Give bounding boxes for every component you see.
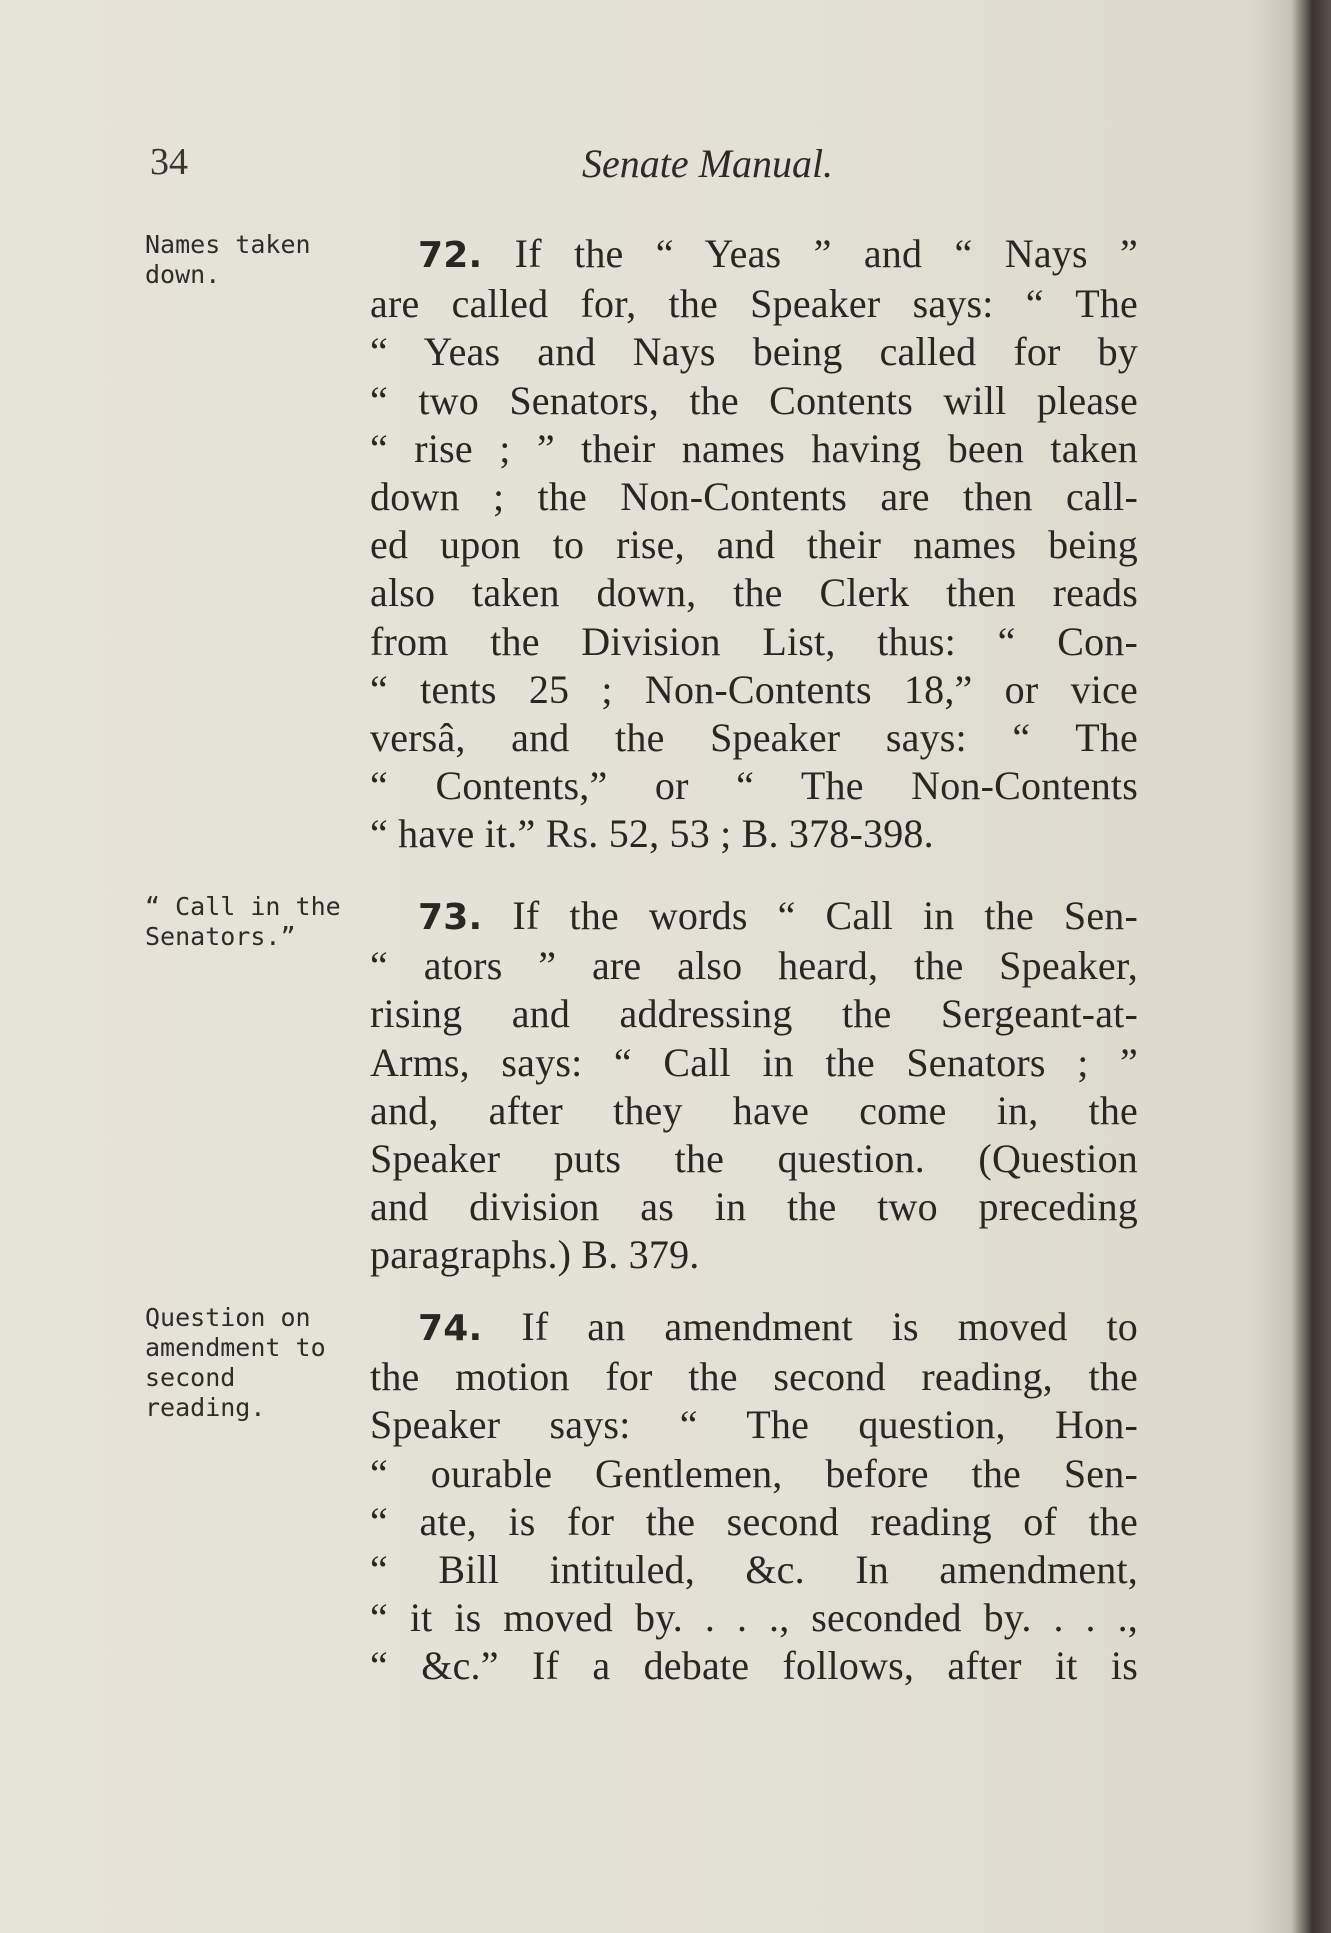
text-line: ed upon to rise, and their names being [370, 522, 1138, 568]
text-line: from the Division List, thus: “ Con- [370, 618, 1138, 664]
text-line: Speaker says: “ The question, Hon- [370, 1402, 1138, 1448]
text-line: down ; the Non-Contents are then call- [370, 474, 1138, 520]
paragraph [370, 230, 1138, 859]
text-line: Arms, says: “ Call in the Senators ; ” [370, 1039, 1138, 1085]
text-line: and, after they have come in, the [370, 1087, 1138, 1133]
text-line: “ ators ” are also heard, the Speaker, [370, 943, 1138, 989]
text-line: are called for, the Speaker says: “ The [370, 281, 1138, 327]
text-line: If an amendment is moved to [521, 1304, 1139, 1349]
text-line: and division as in the two preceding [370, 1184, 1138, 1230]
paragraph [370, 1303, 1138, 1691]
paragraph-number: 72. [418, 235, 483, 276]
text-line: “ Yeas and Nays being called for by [370, 329, 1138, 375]
text-line: “ have it.” Rs. 52, 53 ; B. 378-398. [370, 811, 934, 857]
text-line: If the words “ Call in the Sen- [512, 893, 1138, 938]
text-line: “ rise ; ” their names having been taken [370, 425, 1138, 471]
text-line: If the “ Yeas ” and “ Nays ” [514, 231, 1138, 276]
page-header [150, 140, 1150, 200]
margin-note: Question on amendment to second reading. [145, 1303, 326, 1422]
text-line: “ Bill intituled, &c. In amendment, [370, 1547, 1138, 1593]
margin-note: “ Call in the Senators.” [145, 892, 341, 951]
text-line: the motion for the second reading, the [370, 1354, 1138, 1400]
text-line: “ two Senators, the Contents will please [370, 377, 1138, 423]
text-line: “ ourable Gentlemen, before the Sen- [370, 1450, 1138, 1496]
paragraph-number: 73. [418, 897, 483, 938]
text-line: paragraphs.) B. 379. [370, 1232, 700, 1278]
text-line: “ Contents,” or “ The Non-Contents [370, 763, 1138, 809]
text-line: versâ, and the Speaker says: “ The [370, 715, 1138, 761]
text-line: also taken down, the Clerk then reads [370, 570, 1138, 616]
running-head: Senate Manual. [582, 141, 834, 186]
text-line: Speaker puts the question. (Question [370, 1136, 1138, 1182]
text-line: “ &c.” If a debate follows, after it is [370, 1643, 1138, 1689]
text-line: “ it is moved by. . . ., seconded by. . . ., [370, 1595, 1138, 1641]
paragraph [370, 892, 1138, 1280]
margin-note: Names taken down. [145, 230, 311, 289]
paragraph-number: 74. [418, 1308, 483, 1349]
text-line: rising and addressing the Sergeant-at- [370, 991, 1138, 1037]
text-line: “ ate, is for the second reading of the [370, 1498, 1138, 1544]
page-number: 34 [150, 141, 188, 183]
text-line: “ tents 25 ; Non-Contents 18,” or vice [370, 666, 1138, 712]
